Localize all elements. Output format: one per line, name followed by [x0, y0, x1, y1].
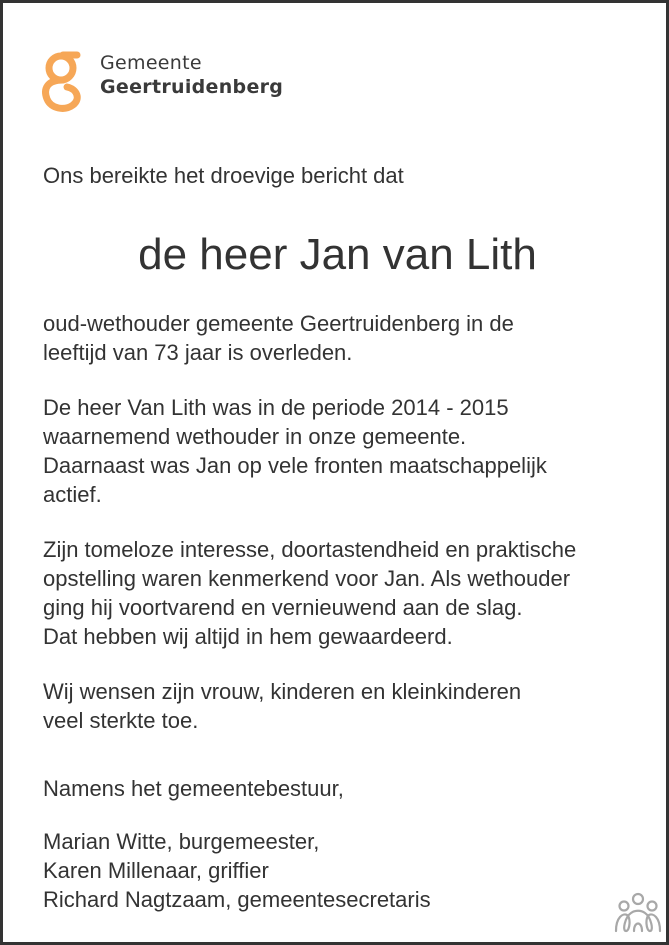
signatory: Marian Witte, burgemeester, — [43, 829, 320, 854]
paragraph-line: opstelling waren kenmerkend voor Jan. Als wethouder — [43, 566, 571, 591]
paragraph-line: Daarnaast was Jan op vele fronten maatschappelijk — [43, 453, 547, 478]
deceased-name: de heer Jan van Lith — [138, 230, 537, 279]
paragraph-line: Zijn tomeloze interesse, doortastendheid en praktische — [43, 537, 577, 562]
paragraph-line: veel sterkte toe. — [43, 708, 199, 733]
paragraph-line: Wij wensen zijn vrouw, kinderen en kleinkinderen — [43, 679, 522, 704]
intro-text: Ons bereikte het droevige bericht dat — [43, 163, 404, 188]
paragraph-2 — [43, 393, 547, 509]
paragraph-line: oud-wethouder gemeente Geertruidenberg in de — [43, 311, 514, 336]
municipality-logo — [39, 49, 309, 119]
logo-line-1: Gemeente — [100, 52, 202, 74]
signatories — [43, 827, 431, 914]
closing-text: Namens het gemeentebestuur, — [43, 776, 344, 801]
logo-line-2: Geertruidenberg — [100, 76, 284, 98]
paragraph-line: De heer Van Lith was in de periode 2014 - 2015 — [43, 395, 509, 420]
paragraph-line: actief. — [43, 482, 102, 507]
people-group-icon — [613, 891, 663, 935]
paragraph-line: Dat hebben wij altijd in hem gewaardeerd. — [43, 624, 453, 649]
paragraph-line: waarnemend wethouder in onze gemeente. — [43, 424, 467, 449]
g-monogram-icon — [39, 49, 85, 115]
paragraph-1 — [43, 309, 514, 367]
paragraph-4 — [43, 677, 521, 735]
paragraph-3 — [43, 535, 576, 651]
signatory: Richard Nagtzaam, gemeentesecretaris — [43, 887, 431, 912]
paragraph-line: ging hij voortvarend en vernieuwend aan de slag. — [43, 595, 523, 620]
signatory: Karen Millenaar, griffier — [43, 858, 269, 883]
paragraph-line: leeftijd van 73 jaar is overleden. — [43, 340, 353, 365]
